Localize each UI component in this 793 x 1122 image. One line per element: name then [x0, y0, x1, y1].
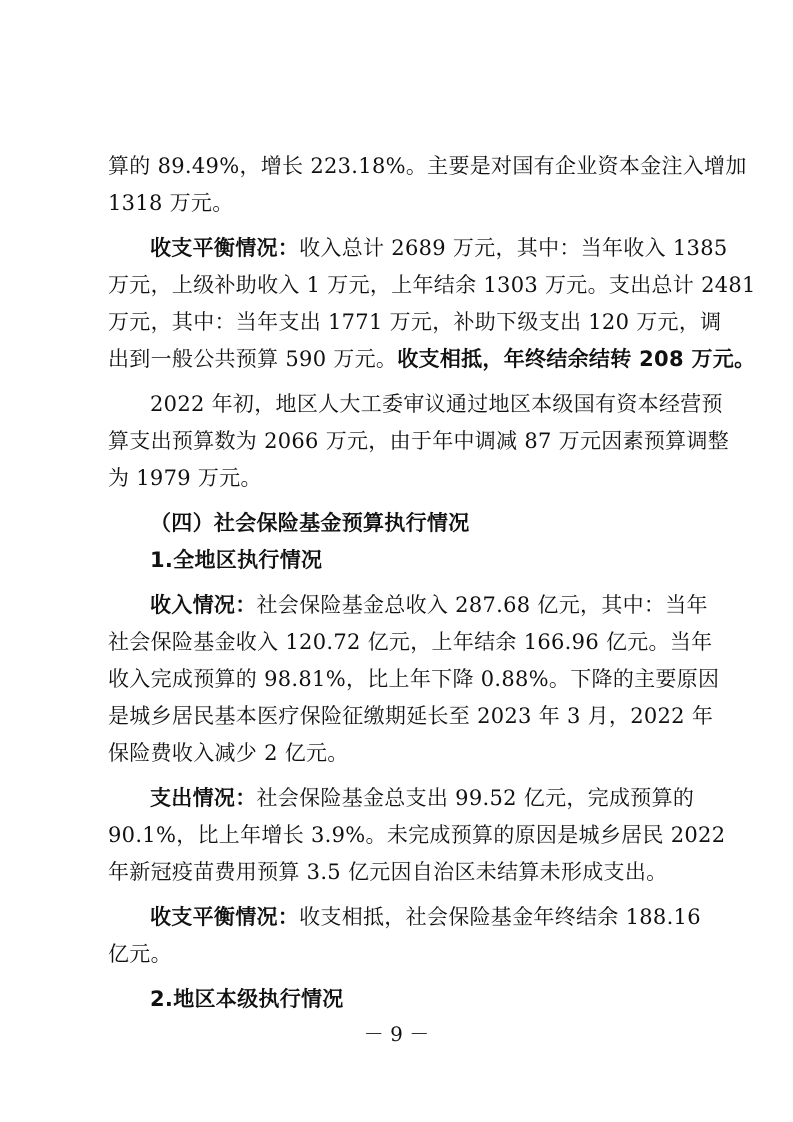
paragraph-line: 收支平衡情况：收入总计 2689 万元，其中：当年收入 1385: [150, 236, 728, 260]
paragraph-line: 年新冠疫苗费用预算 3.5 亿元因自治区未结算未形成支出。: [108, 860, 668, 884]
paragraph-line: 万元，上级补助收入 1 万元，上年结余 1303 万元。支出总计 2481: [108, 273, 756, 297]
paragraph-line: 支出情况：社会保险基金总支出 99.52 亿元，完成预算的: [150, 786, 695, 810]
subsection-heading: 1.全地区执行情况: [150, 548, 323, 572]
paragraph-line: 社会保险基金收入 120.72 亿元，上年结余 166.96 亿元。当年: [108, 630, 713, 654]
paragraph-line: 收入完成预算的 98.81%，比上年下降 0.88%。下降的主要原因: [108, 667, 720, 691]
paragraph-line: 收入情况：社会保险基金总收入 287.68 亿元，其中：当年: [150, 593, 708, 617]
paragraph-line: 1318 万元。: [108, 191, 234, 215]
section-label: 收支平衡情况：: [150, 905, 300, 929]
page-number: － 9 －: [363, 1022, 430, 1046]
section-heading: （四）社会保险基金预算执行情况: [150, 511, 470, 535]
paragraph-line: 收支平衡情况：收支相抵，社会保险基金年终结余 188.16: [150, 905, 701, 929]
document-body: [108, 148, 756, 1018]
paragraph-line: 2022 年初，地区人大工委审议通过地区本级国有资本经营预: [150, 392, 723, 416]
section-label: 收支平衡情况：: [150, 236, 300, 260]
bold-conclusion: 收支相抵，年终结余结转 208 万元。: [397, 347, 756, 371]
paragraph-line: 万元，其中：当年支出 1771 万元，补助下级支出 120 万元，调: [108, 310, 722, 334]
section-label: 收入情况：: [150, 593, 257, 617]
paragraph-line: 是城乡居民基本医疗保险征缴期延长至 2023 年 3 月，2022 年: [108, 704, 714, 728]
subsection-heading: 2.地区本级执行情况: [150, 987, 344, 1011]
paragraph-line: 算支出预算数为 2066 万元，由于年中调减 87 万元因素预算调整: [108, 429, 730, 453]
paragraph-line: 出到一般公共预算 590 万元。收支相抵，年终结余结转 208 万元。: [108, 347, 756, 371]
paragraph-line: 90.1%，比上年增长 3.9%。未完成预算的原因是城乡居民 2022: [108, 823, 726, 847]
paragraph-line: 保险费收入减少 2 亿元。: [108, 741, 349, 765]
paragraph-line: 为 1979 万元。: [108, 466, 262, 490]
section-label: 支出情况：: [150, 786, 257, 810]
paragraph-line: 算的 89.49%，增长 223.18%。主要是对国有企业资本金注入增加: [108, 154, 747, 178]
paragraph-line: 亿元。: [108, 942, 172, 966]
